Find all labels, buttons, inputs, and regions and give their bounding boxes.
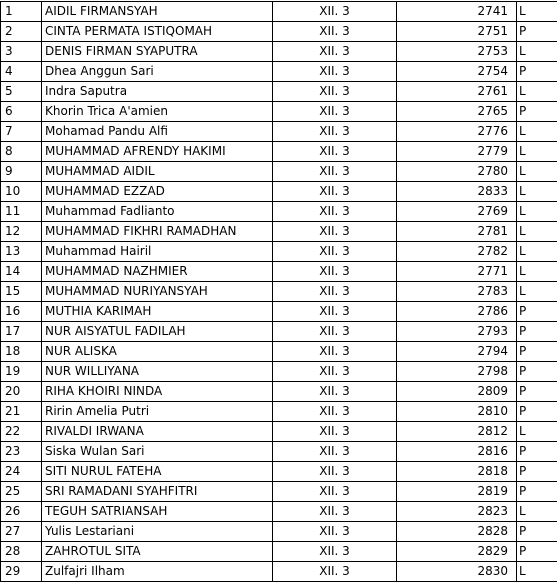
- class-cell: XII. 3: [273, 522, 397, 542]
- student-name: Muhammad Fadlianto: [42, 202, 273, 222]
- class-cell: XII. 3: [273, 82, 397, 102]
- class-cell: XII. 3: [273, 502, 397, 522]
- row-number: 25: [1, 482, 42, 502]
- student-name: SRI RAMADANI SYAHFITRI: [42, 482, 273, 502]
- student-table: [0, 1, 557, 582]
- gender-cell: P: [517, 382, 557, 402]
- class-cell: XII. 3: [273, 402, 397, 422]
- row-number: 21: [1, 402, 42, 422]
- student-id: 2751: [397, 22, 517, 42]
- table-row: [1, 522, 557, 542]
- gender-cell: P: [517, 302, 557, 322]
- student-name: NUR ALISKA: [42, 342, 273, 362]
- class-cell: XII. 3: [273, 242, 397, 262]
- table-row: [1, 482, 557, 502]
- student-name: RIVALDI IRWANA: [42, 422, 273, 442]
- student-name: CINTA PERMATA ISTIQOMAH: [42, 22, 273, 42]
- student-id: 2810: [397, 402, 517, 422]
- table-row: [1, 362, 557, 382]
- gender-cell: P: [517, 442, 557, 462]
- row-number: 19: [1, 362, 42, 382]
- table-row: [1, 342, 557, 362]
- student-id: 2771: [397, 262, 517, 282]
- student-name: MUTHIA KARIMAH: [42, 302, 273, 322]
- student-id: 2794: [397, 342, 517, 362]
- gender-cell: P: [517, 62, 557, 82]
- student-name: RIHA KHOIRI NINDA: [42, 382, 273, 402]
- student-name: DENIS FIRMAN SYAPUTRA: [42, 42, 273, 62]
- student-id: 2830: [397, 562, 517, 582]
- class-cell: XII. 3: [273, 422, 397, 442]
- table-row: [1, 22, 557, 42]
- student-id: 2818: [397, 462, 517, 482]
- student-name: AIDIL FIRMANSYAH: [42, 2, 273, 22]
- table-row: [1, 82, 557, 102]
- student-id: 2793: [397, 322, 517, 342]
- table-row: [1, 322, 557, 342]
- class-cell: XII. 3: [273, 322, 397, 342]
- gender-cell: L: [517, 82, 557, 102]
- row-number: 24: [1, 462, 42, 482]
- student-id: 2819: [397, 482, 517, 502]
- student-name: MUHAMMAD FIKHRI RAMADHAN: [42, 222, 273, 242]
- row-number: 13: [1, 242, 42, 262]
- table-row: [1, 2, 557, 22]
- table-row: [1, 422, 557, 442]
- student-name: TEGUH SATRIANSAH: [42, 502, 273, 522]
- class-cell: XII. 3: [273, 142, 397, 162]
- row-number: 12: [1, 222, 42, 242]
- row-number: 9: [1, 162, 42, 182]
- gender-cell: L: [517, 122, 557, 142]
- row-number: 1: [1, 2, 42, 22]
- row-number: 7: [1, 122, 42, 142]
- class-cell: XII. 3: [273, 562, 397, 582]
- student-name: MUHAMMAD EZZAD: [42, 182, 273, 202]
- student-name: Yulis Lestariani: [42, 522, 273, 542]
- table-row: [1, 242, 557, 262]
- table-row: [1, 162, 557, 182]
- student-id: 2812: [397, 422, 517, 442]
- row-number: 17: [1, 322, 42, 342]
- gender-cell: P: [517, 322, 557, 342]
- row-number: 23: [1, 442, 42, 462]
- gender-cell: L: [517, 2, 557, 22]
- gender-cell: L: [517, 502, 557, 522]
- student-id: 2828: [397, 522, 517, 542]
- table-row: [1, 62, 557, 82]
- student-id: 2829: [397, 542, 517, 562]
- gender-cell: L: [517, 142, 557, 162]
- gender-cell: L: [517, 562, 557, 582]
- gender-cell: P: [517, 482, 557, 502]
- gender-cell: P: [517, 522, 557, 542]
- student-name: MUHAMMAD AIDIL: [42, 162, 273, 182]
- student-id: 2823: [397, 502, 517, 522]
- gender-cell: L: [517, 282, 557, 302]
- table-row: [1, 182, 557, 202]
- table-row: [1, 142, 557, 162]
- row-number: 3: [1, 42, 42, 62]
- row-number: 22: [1, 422, 42, 442]
- class-cell: XII. 3: [273, 22, 397, 42]
- student-name: Muhammad Hairil: [42, 242, 273, 262]
- table-row: [1, 202, 557, 222]
- row-number: 11: [1, 202, 42, 222]
- row-number: 16: [1, 302, 42, 322]
- row-number: 18: [1, 342, 42, 362]
- row-number: 29: [1, 562, 42, 582]
- student-name: MUHAMMAD AFRENDY HAKIMI: [42, 142, 273, 162]
- student-name: NUR WILLIYANA: [42, 362, 273, 382]
- table-row: [1, 542, 557, 562]
- gender-cell: P: [517, 102, 557, 122]
- class-cell: XII. 3: [273, 202, 397, 222]
- student-name: Mohamad Pandu Alfi: [42, 122, 273, 142]
- student-id: 2776: [397, 122, 517, 142]
- gender-cell: P: [517, 402, 557, 422]
- student-id: 2765: [397, 102, 517, 122]
- student-id: 2798: [397, 362, 517, 382]
- row-number: 10: [1, 182, 42, 202]
- student-id: 2779: [397, 142, 517, 162]
- student-name: Zulfajri Ilham: [42, 562, 273, 582]
- gender-cell: L: [517, 422, 557, 442]
- student-id: 2809: [397, 382, 517, 402]
- gender-cell: P: [517, 462, 557, 482]
- student-id: 2754: [397, 62, 517, 82]
- gender-cell: L: [517, 202, 557, 222]
- row-number: 4: [1, 62, 42, 82]
- student-id: 2761: [397, 82, 517, 102]
- table-row: [1, 222, 557, 242]
- table-row: [1, 462, 557, 482]
- table-row: [1, 42, 557, 62]
- class-cell: XII. 3: [273, 362, 397, 382]
- student-name: Ririn Amelia Putri: [42, 402, 273, 422]
- row-number: 28: [1, 542, 42, 562]
- student-name: SITI NURUL FATEHA: [42, 462, 273, 482]
- student-name: NUR AISYATUL FADILAH: [42, 322, 273, 342]
- student-id: 2741: [397, 2, 517, 22]
- gender-cell: L: [517, 242, 557, 262]
- table-row: [1, 102, 557, 122]
- row-number: 2: [1, 22, 42, 42]
- table-row: [1, 562, 557, 582]
- table-row: [1, 402, 557, 422]
- class-cell: XII. 3: [273, 222, 397, 242]
- row-number: 8: [1, 142, 42, 162]
- table-row: [1, 282, 557, 302]
- table-row: [1, 262, 557, 282]
- class-cell: XII. 3: [273, 442, 397, 462]
- gender-cell: L: [517, 262, 557, 282]
- student-name: ZAHROTUL SITA: [42, 542, 273, 562]
- student-name: MUHAMMAD NURIYANSYAH: [42, 282, 273, 302]
- row-number: 5: [1, 82, 42, 102]
- class-cell: XII. 3: [273, 42, 397, 62]
- class-cell: XII. 3: [273, 282, 397, 302]
- row-number: 20: [1, 382, 42, 402]
- student-id: 2786: [397, 302, 517, 322]
- class-cell: XII. 3: [273, 162, 397, 182]
- gender-cell: L: [517, 42, 557, 62]
- gender-cell: P: [517, 22, 557, 42]
- gender-cell: L: [517, 162, 557, 182]
- class-cell: XII. 3: [273, 62, 397, 82]
- class-cell: XII. 3: [273, 542, 397, 562]
- table-row: [1, 302, 557, 322]
- row-number: 14: [1, 262, 42, 282]
- student-id: 2753: [397, 42, 517, 62]
- class-cell: XII. 3: [273, 462, 397, 482]
- class-cell: XII. 3: [273, 182, 397, 202]
- student-name: Khorin Trica A'amien: [42, 102, 273, 122]
- gender-cell: P: [517, 362, 557, 382]
- gender-cell: P: [517, 342, 557, 362]
- student-id: 2769: [397, 202, 517, 222]
- student-name: Dhea Anggun Sari: [42, 62, 273, 82]
- student-name: MUHAMMAD NAZHMIER: [42, 262, 273, 282]
- student-id: 2781: [397, 222, 517, 242]
- class-cell: XII. 3: [273, 382, 397, 402]
- student-id: 2782: [397, 242, 517, 262]
- row-number: 27: [1, 522, 42, 542]
- student-id: 2833: [397, 182, 517, 202]
- student-id: 2783: [397, 282, 517, 302]
- student-id: 2780: [397, 162, 517, 182]
- table-row: [1, 122, 557, 142]
- class-cell: XII. 3: [273, 342, 397, 362]
- student-table-body: [1, 2, 557, 582]
- class-cell: XII. 3: [273, 122, 397, 142]
- gender-cell: P: [517, 542, 557, 562]
- row-number: 26: [1, 502, 42, 522]
- student-name: Siska Wulan Sari: [42, 442, 273, 462]
- student-name: Indra Saputra: [42, 82, 273, 102]
- class-cell: XII. 3: [273, 482, 397, 502]
- class-cell: XII. 3: [273, 102, 397, 122]
- row-number: 15: [1, 282, 42, 302]
- class-cell: XII. 3: [273, 2, 397, 22]
- student-id: 2816: [397, 442, 517, 462]
- gender-cell: L: [517, 182, 557, 202]
- gender-cell: L: [517, 222, 557, 242]
- class-cell: XII. 3: [273, 262, 397, 282]
- table-row: [1, 382, 557, 402]
- table-row: [1, 442, 557, 462]
- row-number: 6: [1, 102, 42, 122]
- table-row: [1, 502, 557, 522]
- class-cell: XII. 3: [273, 302, 397, 322]
